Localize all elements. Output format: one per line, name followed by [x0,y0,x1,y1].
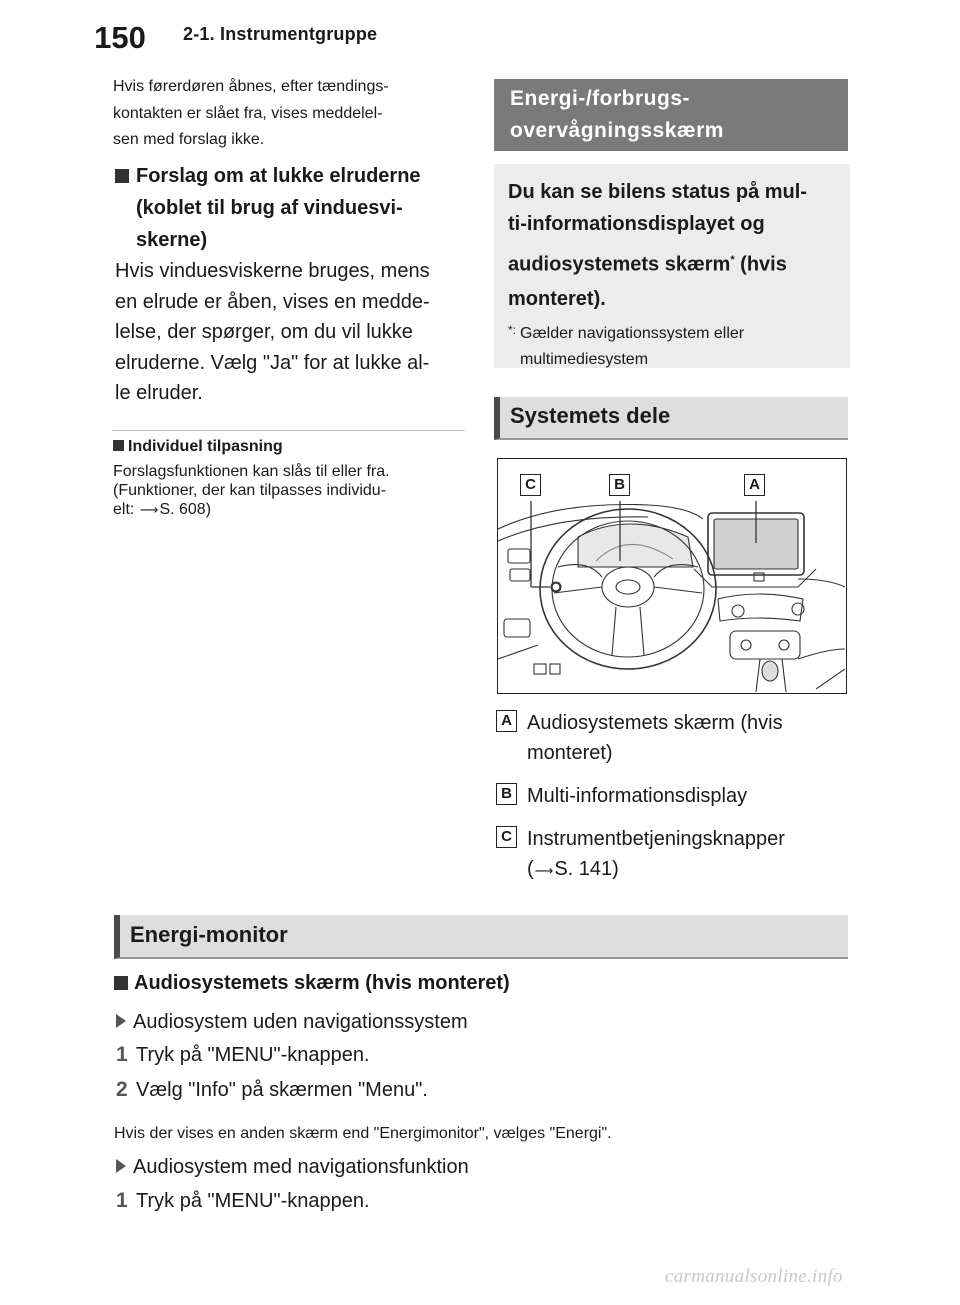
footnote-marker: * [730,254,735,266]
text-line: ti-informationsdisplayet og [508,213,765,235]
heading-line: (koblet til brug af vinduesvi- [136,197,403,219]
text-line: (Funktioner, der kan tilpasses individu- [113,482,387,499]
text-line: Hvis førerdøren åbnes, efter tændings- [113,78,389,95]
energy-note: Hvis der vises en anden skærm end "Energimonitor", vælges "Energi". [114,1125,612,1142]
page-reference-link[interactable]: S. 608) [159,501,212,518]
banner-line: Energi-/forbrugs- [510,87,690,110]
info-box-main [508,176,840,315]
legend-item-c [496,824,836,886]
dashboard-drawing [498,459,845,692]
text-line: Gælder navigationssystem eller [520,324,745,342]
text-fragment: elt: [113,501,139,518]
text-line [508,244,840,281]
list-item-text: Audiosystem uden navigationssystem [133,1011,468,1033]
triangle-bullet-icon [116,1159,126,1173]
heading-line: skerne) [136,229,208,251]
step-2 [116,1077,428,1103]
page-reference-link[interactable]: S. 141) [554,858,619,880]
text-line: elruderne. Vælg "Ja" for at lukke al- [115,351,430,374]
legend-badge: B [496,783,517,805]
text-line: kontakten er slået fra, vises meddelel- [113,104,383,122]
square-bullet-icon [114,976,128,990]
text-line [113,500,473,519]
legend-text [496,854,836,886]
step-text: Tryk på "MENU"-knappen. [136,1044,370,1066]
legend-text: Audiosystemets skærm (hvis [527,712,783,734]
text-line: multimediesystem [520,350,649,368]
section-bar-energy-monitor [114,915,848,959]
text-fragment: (hvis [734,253,787,276]
text-line: sen med forslag ikke. [113,131,265,148]
legend-badge: C [496,826,517,848]
square-bullet-icon [113,440,124,451]
step-number: 1 [116,1043,128,1066]
text-line: monteret). [508,287,606,310]
section-title: 2-1. Instrumentgruppe [183,24,378,44]
footnote-marker: *: [508,322,517,337]
sub-heading-text: Individuel tilpasning [128,438,283,455]
divider [113,430,465,431]
text-fragment: audiosystemets skærm [508,253,731,276]
section-bar-text: Energi-monitor [130,922,288,947]
arrow-right-icon: ⟶ [534,863,554,878]
banner-line: overvågningsskærm [510,119,724,142]
square-bullet-icon [115,169,129,183]
step-number: 2 [116,1078,128,1101]
text-line: Du kan se bilens status på mul- [508,181,807,203]
step-number: 1 [116,1189,128,1212]
text-line: Hvis vinduesviskerne bruges, mens [115,260,430,282]
text-fragment: ( [527,858,534,880]
step-1 [116,1042,370,1068]
heading-line: Forslag om at lukke elruderne [136,165,421,187]
section-banner-energy-screen [494,79,848,151]
arrow-right-icon: ⟶ [139,502,159,517]
windows-body-text [115,256,470,409]
triangle-bullet-icon [116,1014,126,1028]
list-item-no-nav [116,1009,468,1035]
legend-text: Multi-informationsdisplay [527,785,748,807]
intro-paragraph [113,74,473,154]
step-text: Tryk på "MENU"-knappen. [136,1190,370,1212]
text-line: le elruder. [115,382,203,404]
step-text: Vælg "Info" på skærmen "Menu". [136,1079,428,1101]
legend-text: monteret) [527,742,613,764]
section-heading-windows [115,160,475,256]
section-bar-system-parts [494,397,848,440]
sub-heading-text: Audiosystemets skærm (hvis monteret) [134,972,510,994]
text-line: en elrude er åben, vises en medde- [115,290,430,313]
customization-body [113,462,473,519]
legend-text: Instrumentbetjeningsknapper [527,828,785,850]
text-line: lelse, der spørger, om du vil lukke [115,321,413,343]
list-item-with-nav [116,1154,469,1180]
watermark: carmanualsonline.info [665,1266,843,1287]
sub-heading-audio-screen [114,970,510,996]
list-item-text: Audiosystem med navigationsfunktion [133,1156,469,1178]
text-line: Forslagsfunktionen kan slås til eller fra. [113,463,390,480]
legend-item-a [496,708,836,768]
section-bar-text: Systemets dele [510,403,671,428]
info-box [494,164,850,368]
figure-label-c: C [520,474,541,496]
sub-heading-customization [113,436,283,458]
step-1-nav [116,1188,370,1214]
legend-item-b [496,781,836,811]
dashboard-illustration [497,458,847,694]
page-number: 150 [79,16,161,60]
legend-badge: A [496,710,517,732]
figure-label-a: A [744,474,765,496]
figure-label-b: B [609,474,630,496]
footnote [508,321,840,373]
